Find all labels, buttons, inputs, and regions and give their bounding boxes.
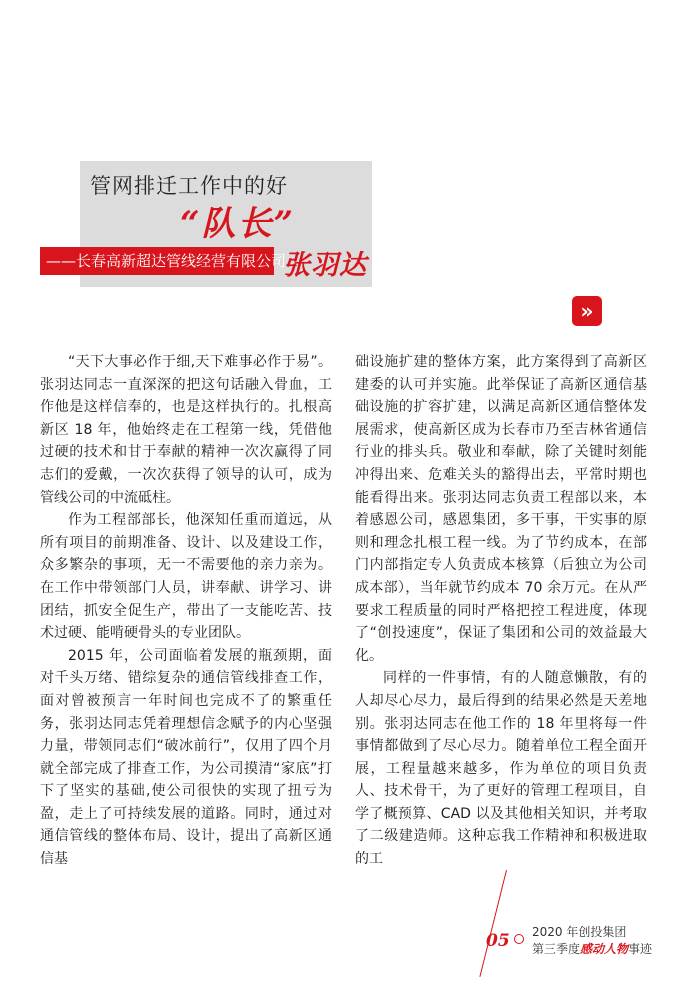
article-subtitle: ——长春高新超达管线经营有限公司 (46, 252, 287, 270)
publication-prefix: 第三季度 (532, 942, 581, 956)
article-paragraph: 同样的一件事情，有的人随意懒散，有的人却尽心尽力，最后得到的结果必然是天差地别。张羽达同志在他工作的 18 年里将每一件事情都做到了尽心尽力。随着单位工程全面开展，工程量越来越多，作为单位的项目负责人、技术骨干，为了更好的管理工程项目，自学了概预算、CAD 以及其他相关知识，并考取了二级建造师。这种忘我工作精神和积极进取的工 (355, 670, 647, 868)
publication-suffix: 事迹 (628, 942, 653, 956)
article-paragraph: 作为工程部部长，他深知任重而道远，从所有项目的前期准备、设计、以及建设工作，众多繁杂的事项，无一不需要他的亲力亲为。在工作中带领部门人员，讲奉献、讲学习、讲团结，抓安全促生产，带出了一支能吃苦、技术过硬、能啃硬骨头的专业团队。 (40, 512, 332, 642)
person-name: 张羽达 (283, 250, 367, 281)
double-chevron-right-icon: » (572, 296, 602, 326)
article-title: 管网排迁工作中的好 (90, 174, 288, 198)
circle-ornament-icon (514, 934, 524, 944)
publication-highlight: 感动人物 (580, 942, 629, 956)
article-paragraph: “天下大事必作于细,天下难事必作于易”。张羽达同志一直深深的把这句话融入骨血，工作他是这样信奉的，也是这样执行的。扎根高新区 18 年，他始终走在工程第一线，凭借他过硬的技术和甘于奉献的精神一次次赢得了同志们的爱戴，一次次获得了领导的认可，成为管线公司的中流砥柱。 (40, 354, 332, 506)
article-paragraph: 础设施扩建的整体方案，此方案得到了高新区建委的认可并实施。此举保证了高新区通信基础设施的扩容扩建，以满足高新区通信整体发展需求，使高新区成为长春市乃至吉林省通信行业的排头兵。敬业和奉献，除了关键时刻能冲得出来、危难关头的豁得出去，平常时期也能看得出来。张羽达同志负责工程部以来，本着感恩公司，感恩集团，多干事，干实事的原则和理念扎根工程一线。为了节约成本，在部门内部指定专人负责成本核算（后独立为公司成本部），当年就节约成本 70 余万元。在从严要求工程质量的同时严格把控工程进度，体现了“创投速度”，保证了集团和公司的效益最大化。 (355, 354, 647, 664)
footer-divider (479, 870, 507, 977)
publication-title: 2020 年创投集团 (532, 925, 627, 939)
article-title-highlight: “队长” (180, 204, 296, 244)
publication-subtitle (532, 940, 652, 957)
article-paragraph: 2015 年，公司面临着发展的瓶颈期，面对千头万绪、错综复杂的通信管线排查工作，面对曾被预言一年时间也完成不了的繁重任务，张羽达同志凭着理想信念赋予的内心坚强力量，带领同志们“破冰前行”，仅用了四个月就全部完成了排查工作，为公司摸清“家底”打下了坚实的基础,使公司很快的实现了扭亏为盈，走上了可持续发展的道路。同时，通过对通信管线的整体布局、设计，提出了高新区通信基 (40, 647, 332, 868)
article-column-right (355, 351, 647, 871)
article-column-left (40, 351, 332, 871)
page-number: 05 (486, 931, 510, 951)
